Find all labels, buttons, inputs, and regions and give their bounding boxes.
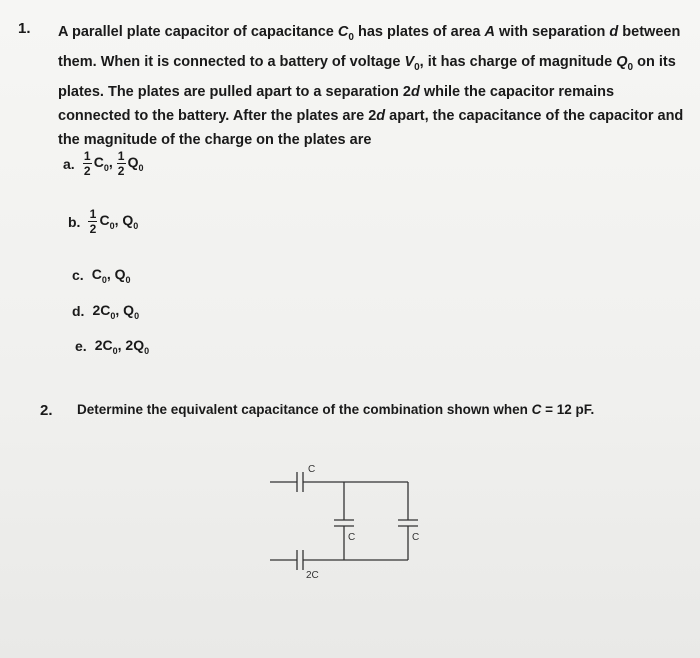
option-d-values: $2C_0$, $Q_0$ (92, 302, 140, 321)
option-a (63, 150, 144, 177)
label-top-c: C (308, 464, 316, 475)
option-c-values: $C_0$, $Q_0$ (91, 266, 131, 285)
option-e (75, 337, 149, 356)
option-e-label: e. (75, 338, 87, 355)
question-1-number: 1. (18, 20, 31, 37)
capacitor-circuit-diagram (270, 462, 430, 587)
option-a-label: a. (63, 155, 75, 172)
option-a-capacitance: $C_0$, (93, 154, 113, 173)
option-e-values: $2C_0$, $2Q_0$ (94, 337, 150, 356)
option-b-values: $C_0$, $Q_0$ (99, 212, 139, 231)
option-b-label: b. (68, 213, 81, 230)
label-right-c: C (412, 532, 420, 543)
option-d-label: d. (72, 303, 85, 320)
circuit-svg (270, 462, 430, 582)
question-2-text: Determine the equivalent capacitance of the combination shown when C = 12 pF. (77, 402, 595, 417)
label-bottom-2c: 2C (306, 570, 319, 581)
option-a-fraction-1: $\frac{1}{2}$ (83, 149, 91, 178)
option-c (72, 266, 131, 285)
option-d (72, 302, 139, 321)
option-c-label: c. (72, 267, 84, 284)
option-a-charge: $Q_0$ (127, 154, 144, 173)
question-2-number: 2. (40, 402, 53, 419)
question-1-text: A parallel plate capacitor of capacitance $C_0$ has plates of area A with separation d between them. When it is connected to a battery of voltage $V_0$, it has charge of magnitude $Q_0$ on its plates. The plates are pulled apart to a separation 2d while the capacitor remains connected to the battery. After the plates are 2d apart, the capacitance of the capacitor and the magnitude of the charge on the plates are (58, 24, 684, 148)
label-mid-c: C (348, 532, 356, 543)
option-a-fraction-2: $\frac{1}{2}$ (117, 149, 125, 178)
option-b (68, 208, 138, 235)
option-b-fraction: $\frac{1}{2}$ (89, 207, 97, 236)
